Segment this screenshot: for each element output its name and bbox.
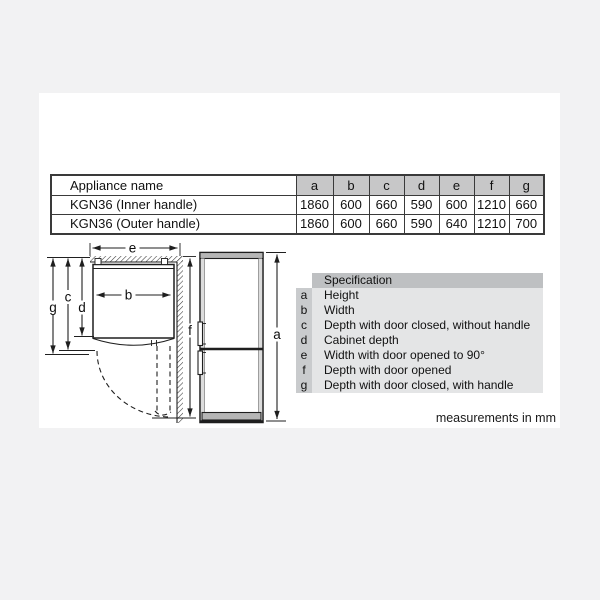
hinge-left xyxy=(95,259,101,265)
value-e: 600 xyxy=(439,196,474,215)
spec-key: g xyxy=(296,378,312,393)
col-b: b xyxy=(333,175,369,196)
value-f: 1210 xyxy=(474,215,509,235)
model-name: KGN36 (Inner handle) xyxy=(51,196,296,215)
spec-row xyxy=(296,288,543,303)
hinge-right xyxy=(162,259,168,265)
spec-row xyxy=(296,303,543,318)
value-a: 1860 xyxy=(296,215,333,235)
dim-d-label: d xyxy=(78,300,86,315)
col-d: d xyxy=(404,175,439,196)
open-door-front xyxy=(155,411,171,415)
dim-e-label: e xyxy=(128,240,137,256)
spec-legend xyxy=(296,273,543,393)
dim-a-label: a xyxy=(273,327,281,342)
spec-key: b xyxy=(296,303,312,318)
spec-key: e xyxy=(296,348,312,363)
spec-header: Specification xyxy=(312,273,543,288)
value-c: 660 xyxy=(369,215,404,235)
spec-row xyxy=(296,333,543,348)
fridge-front-view xyxy=(198,253,263,423)
dim-g-label: g xyxy=(49,300,57,315)
col-e: e xyxy=(439,175,474,196)
dim-b-label: b xyxy=(124,287,133,303)
col-g: g xyxy=(509,175,544,196)
spec-row xyxy=(296,363,543,378)
value-b: 600 xyxy=(333,196,369,215)
spec-row xyxy=(296,318,543,333)
col-appliance-name: Appliance name xyxy=(51,175,296,196)
spec-label: Cabinet depth xyxy=(312,333,543,348)
dim-a xyxy=(266,253,286,422)
value-e: 640 xyxy=(439,215,474,235)
dim-d xyxy=(74,259,94,337)
value-f: 1210 xyxy=(474,196,509,215)
spec-label: Depth with door closed, without handle xyxy=(312,318,543,333)
col-f: f xyxy=(474,175,509,196)
spec-label: Width with door opened to 90° xyxy=(312,348,543,363)
measurement-unit-note: measurements in mm xyxy=(435,411,556,425)
fridge-top-band xyxy=(200,253,263,259)
spec-row xyxy=(296,348,543,363)
wall-hatch-right xyxy=(177,256,183,423)
fridge-side-strip-right xyxy=(259,259,263,413)
door-front-arc xyxy=(93,339,174,346)
spec-label: Depth with door opened xyxy=(312,363,543,378)
dim-f-label: f xyxy=(188,323,192,338)
spec-label: Height xyxy=(312,288,543,303)
value-g: 700 xyxy=(509,215,544,235)
fridge-body xyxy=(200,253,263,423)
spec-key-spacer xyxy=(296,273,312,288)
dim-e xyxy=(90,241,180,257)
spec-key: f xyxy=(296,363,312,378)
value-b: 600 xyxy=(333,215,369,235)
fridge-top-view xyxy=(93,259,174,347)
spec-label: Depth with door closed, with handle xyxy=(312,378,543,393)
spec-header-row xyxy=(296,273,543,288)
value-g: 660 xyxy=(509,196,544,215)
col-a: a xyxy=(296,175,333,196)
spec-key: d xyxy=(296,333,312,348)
model-name: KGN36 (Outer handle) xyxy=(51,215,296,235)
value-d: 590 xyxy=(404,215,439,235)
door-swing-arc xyxy=(97,351,171,417)
spec-key: a xyxy=(296,288,312,303)
wall-hatch-top xyxy=(90,256,183,262)
col-c: c xyxy=(369,175,404,196)
spec-row xyxy=(296,378,543,393)
spec-key: c xyxy=(296,318,312,333)
handle-bar xyxy=(198,351,203,375)
dim-c-label: c xyxy=(64,289,72,305)
door-swing xyxy=(97,346,171,417)
fridge-plinth xyxy=(202,413,261,421)
value-c: 660 xyxy=(369,196,404,215)
value-a: 1860 xyxy=(296,196,333,215)
value-d: 590 xyxy=(404,196,439,215)
spec-label: Width xyxy=(312,303,543,318)
handle-bar xyxy=(198,322,203,346)
